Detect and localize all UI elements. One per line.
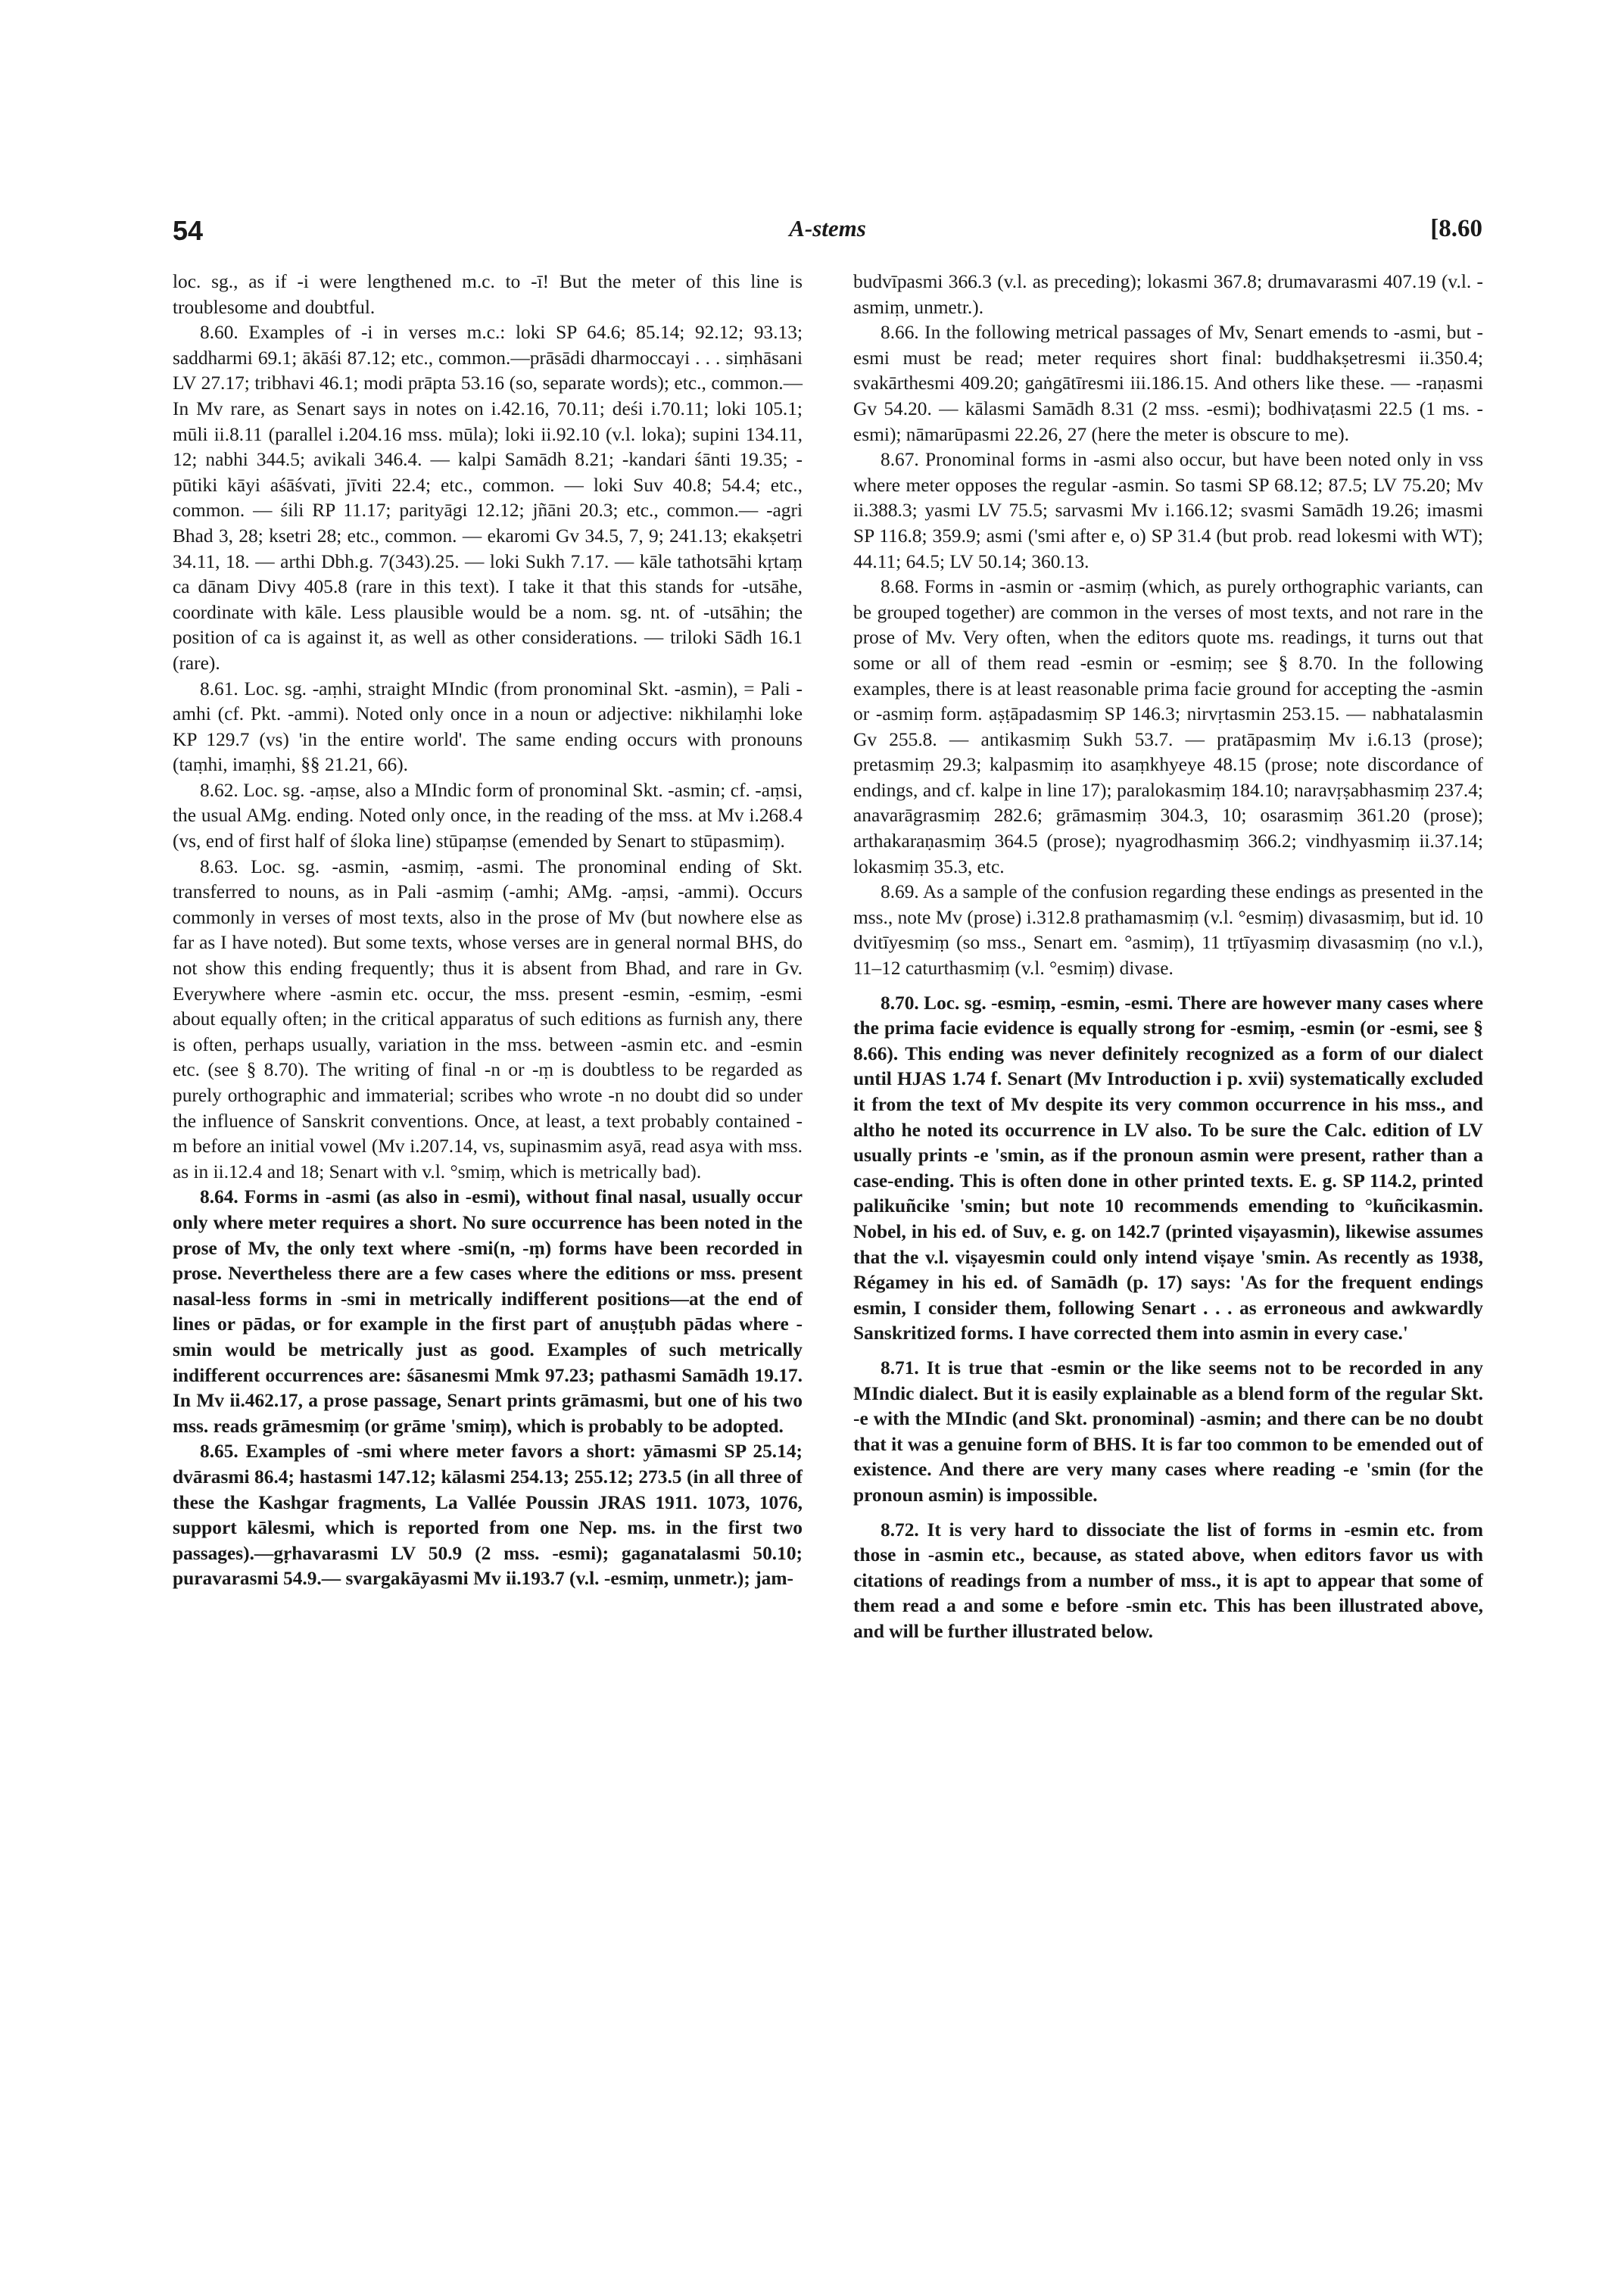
right-column (853, 269, 1483, 1644)
paragraph-8-61: 8.61. Loc. sg. -aṃhi, straight MIndic (from pronominal Skt. -asmin), = Pali -amhi (cf. Pkt. -ammi). Noted only once in a noun or adjective: nikhilaṃhi loke KP 129.7 (vs) 'in the entire world'. The same ending occurs with pronouns (taṃhi, imaṃhi, §§ 21.21, 66). (173, 678, 803, 776)
page-header (173, 215, 1482, 253)
paragraph-8-67: 8.67. Pronominal forms in -asmi also occur, but have been noted only in vss where meter opposes the regular -asmin. So tasmi SP 68.12; 87.5; LV 75.20; Mv ii.388.3; yasmi LV 75.5; sarvasmi Mv i.166.12; svasmi Samādh 19.26; imasmi SP 116.8; 359.9; asmi ('smi after e, o) SP 31.4 (but prob. read lokesmi with WT); 44.11; 64.5; LV 50.14; 360.13. (853, 449, 1483, 572)
paragraph-8-71: 8.71. It is true that -esmin or the like seems not to be recorded in any MIndic dialect. But it is easily explainable as a blend form of the regular Skt. -e with the MIndic (and Skt. pronominal) -asmin; and there can be no doubt that it was a genuine form of BHS. It is far too common to be emended out of existence. And there are very many cases where reading -e 'smin (for the pronoun asmin) is impossible. (853, 1357, 1483, 1506)
paragraph-8-62: 8.62. Loc. sg. -aṃse, also a MIndic form of pronominal Skt. -asmin; cf. -aṃsi, the usual AMg. ending. Noted only once, in the reading of the mss. at Mv i.268.4 (vs, end of first half of śloka line) stūpaṃse (emended by Senart to stūpasmiṃ). (173, 779, 803, 852)
section-mark: [8.60 (1430, 215, 1482, 242)
left-column (173, 269, 803, 1592)
paragraph-8-64: 8.64. Forms in -asmi (as also in -esmi), without final nasal, usually occur only where meter requires a short. No sure occurrence has been noted in the prose of Mv, the only text where -smi(n, -ṃ) forms have been recorded in prose. Nevertheless there are a few cases where the editions or mss. present nasal-less forms in -smi in metrically indifferent positions—at the end of lines or pādas, or for example in the first part of anuṣṭubh pādas where -smin would be metrically just as good. Examples of such metrically indifferent occurrences are: śāsanesmi Mmk 97.23; pathasmi Samādh 19.17. In Mv ii.462.17, a prose passage, Senart prints grāmasmi, but one of his two mss. reads grāmesmiṃ (or grāme 'smiṃ), which is probably to be adopted. (173, 1186, 803, 1437)
paragraph-continuation-right: budvīpasmi 366.3 (v.l. as preceding); lokasmi 367.8; drumavarasmi 407.19 (v.l. -asmiṃ, unmetr.). (853, 271, 1483, 318)
paragraph-8-63: 8.63. Loc. sg. -asmin, -asmiṃ, -asmi. The pronominal ending of Skt. transferred to nouns, as in Pali -asmiṃ (-amhi; AMg. -aṃsi, -ammi). Occurs commonly in verses of most texts, also in the prose of Mv (but nowhere else as far as I have noted). But some texts, whose verses are in general normal BHS, do not show this ending frequently; thus it is absent from Bhad, and rare in Gv. Everywhere where -asmin etc. occur, the mss. present -esmin, -esmiṃ, -esmi about equally often; in the critical apparatus of such editions as furnish any, there is often, perhaps usually, variation in the mss. between -asmin etc. and -esmin etc. (see § 8.70). The writing of final -n or -ṃ is doubtless to be regarded as purely orthographic and immaterial; scribes who wrote -n no doubt did so under the influence of Sanskrit conventions. Once, at least, a text probably contained -m before an initial vowel (Mv i.207.14, vs, supinasmim asyā, read asya with mss. as in ii.12.4 and 18; Senart with v.l. °smiṃ, which is metrically bad). (173, 855, 803, 1182)
paragraph-8-66: 8.66. In the following metrical passages of Mv, Senart emends to -asmi, but -esmi must be read; meter requires short final: buddhakṣetresmi ii.350.4; svakārthesmi 409.20; gaṅgātīresmi iii.186.15. And others like these. — -raṇasmi Gv 54.20. — kālasmi Samādh 8.31 (2 mss. -esmi); bodhivaṭasmi 22.5 (1 ms. -esmi); nāmarūpasmi 22.26, 27 (here the meter is obscure to me). (853, 322, 1483, 445)
running-head: A-stems (789, 215, 866, 241)
paragraph-8-60: 8.60. Examples of -i in verses m.c.: loki SP 64.6; 85.14; 92.12; 93.13; saddharmi 69.1; ākāśi 87.12; etc., common.—prāsādi dharmoccayi . . . siṃhāsani LV 27.17; tribhavi 46.1; modi prāpta 53.16 (so, separate words); etc., common.—In Mv rare, as Senart says in notes on i.42.16, 70.11; deśi i.70.11; loki 105.1; mūli ii.8.11 (parallel i.204.16 mss. mūla); loki ii.92.10 (v.l. loka); supini 134.11, 12; nabhi 344.5; avikali 346.4. — kalpi Samādh 8.21; -kandari śānti 19.35; -pūtiki kāyi aśāśvati, jīviti 22.4; etc., common. — loki Suv 40.8; 54.4; etc., common. — śili RP 11.17; parityāgi 12.12; jñāni 20.3; etc., common.— -agri Bhad 3, 28; ksetri 28; etc., common. — ekaromi Gv 34.5, 7, 9; 241.13; ekakṣetri 34.11, 18. — arthi Dbh.g. 7(343).25. — loki Sukh 7.17. — kāle tathotsāhi kṛtaṃ ca dānam Divy 405.8 (rare in this text). I take it that this stands for -utsāhe, coordinate with kāle. Less plausible would be a nom. sg. nt. of -utsāhin; the position of ca is against it, as well as other considerations. — triloki Sādh 16.1 (rare). (173, 322, 803, 674)
paragraph-8-65: 8.65. Examples of -smi where meter favors a short: yāmasmi SP 25.14; dvārasmi 86.4; hastasmi 147.12; kālasmi 254.13; 255.12; 273.5 (in all three of these the Kashgar fragments, La Vallée Poussin JRAS 1911. 1073, 1076, support kālesmi, which is reported from one Nep. ms. in the first two passages).—gṛhavarasmi LV 50.9 (2 mss. -esmi); gaganatalasmi 50.10; puravarasmi 54.9.— svargakāyasmi Mv ii.193.7 (v.l. -esmiṃ, unmetr.); jam- (173, 1441, 803, 1590)
page-number: 54 (173, 215, 204, 246)
paragraph-8-72: 8.72. It is very hard to dissociate the list of forms in -esmin etc. from those in -asmin etc., because, as stated above, when editors favor us with citations of readings from a number of mss., it is apt to appear that some of them read a and some e before -smin etc. This has been illustrated above, and will be further illustrated below. (853, 1519, 1483, 1642)
paragraph-8-69: 8.69. As a sample of the confusion regarding these endings as presented in the mss., note Mv (prose) i.312.8 prathamasmiṃ (v.l. °esmiṃ) divasasmiṃ, but id. 10 dvitīyesmiṃ (so mss., Senart em. °asmiṃ), 11 tṛtīyasmiṃ divasasmiṃ (no v.l.), 11–12 caturthasmiṃ (v.l. °esmiṃ) divase. (853, 881, 1483, 980)
paragraph-8-68: 8.68. Forms in -asmin or -asmiṃ (which, as purely orthographic variants, can be grouped together) are common in the verses of most texts, and not rare in the prose of Mv. Very often, when the editors quote ms. readings, it turns out that some or all of them read -esmin or -esmiṃ; see § 8.70. In the following examples, there is at least reasonable prima facie ground for accepting the -asmin or -asmiṃ form. aṣṭāpadasmiṃ SP 146.3; nirvṛtasmin 253.15. — nabhatalasmin Gv 255.8. — antikasmiṃ Sukh 53.7. — pratāpasmiṃ Mv i.6.13 (prose); pretasmiṃ 29.3; kalpasmiṃ ito asaṃkhyeye 48.15 (prose; note discordance of endings, and cf. kalpe in line 17); paralokasmiṃ 184.10; naravṛṣabhasmiṃ 237.4; anavarāgrasmiṃ 282.6; grāmasmiṃ 304.3, 10; osarasmiṃ 361.20 (prose); arthakaraṇasmiṃ 364.5 (prose); nyagrodhasmiṃ 366.2; vindhyasmiṃ ii.37.14; lokasmiṃ 35.3, etc. (853, 576, 1483, 877)
paragraph-8-70: 8.70. Loc. sg. -esmiṃ, -esmin, -esmi. There are however many cases where the prima facie evidence is equally strong for -esmiṃ, -esmin (or -esmi, see § 8.66). This ending was never definitely recognized as a form of our dialect until HJAS 1.74 f. Senart (Mv Introduction i p. xvii) systematically excluded it from the text of Mv despite its very common occurrence in his mss., and altho he noted its occurrence in LV also. To be sure the Calc. edition of LV usually prints -e 'smin, as if the pronoun asmin were present, rather than a case-ending. This is often done in other printed texts. E. g. SP 114.2, printed palikuñcike 'smin; but note 10 recommends emending to °kuñcikasmin. Nobel, in his ed. of Suv, e. g. on 142.7 (printed viṣayasmin), likewise assumes that the v.l. viṣayesmin could only intend viṣaye 'smin. As recently as 1938, Régamey in his ed. of Samādh (p. 17) says: 'As for the frequent endings esmin, I consider them, following Senart . . . as erroneous and awkwardly Sanskritized forms. I have corrected them into asmin in every case.' (853, 992, 1483, 1344)
paragraph-continuation: loc. sg., as if -i were lengthened m.c. to -ī! But the meter of this line is troublesome and doubtful. (173, 271, 803, 318)
